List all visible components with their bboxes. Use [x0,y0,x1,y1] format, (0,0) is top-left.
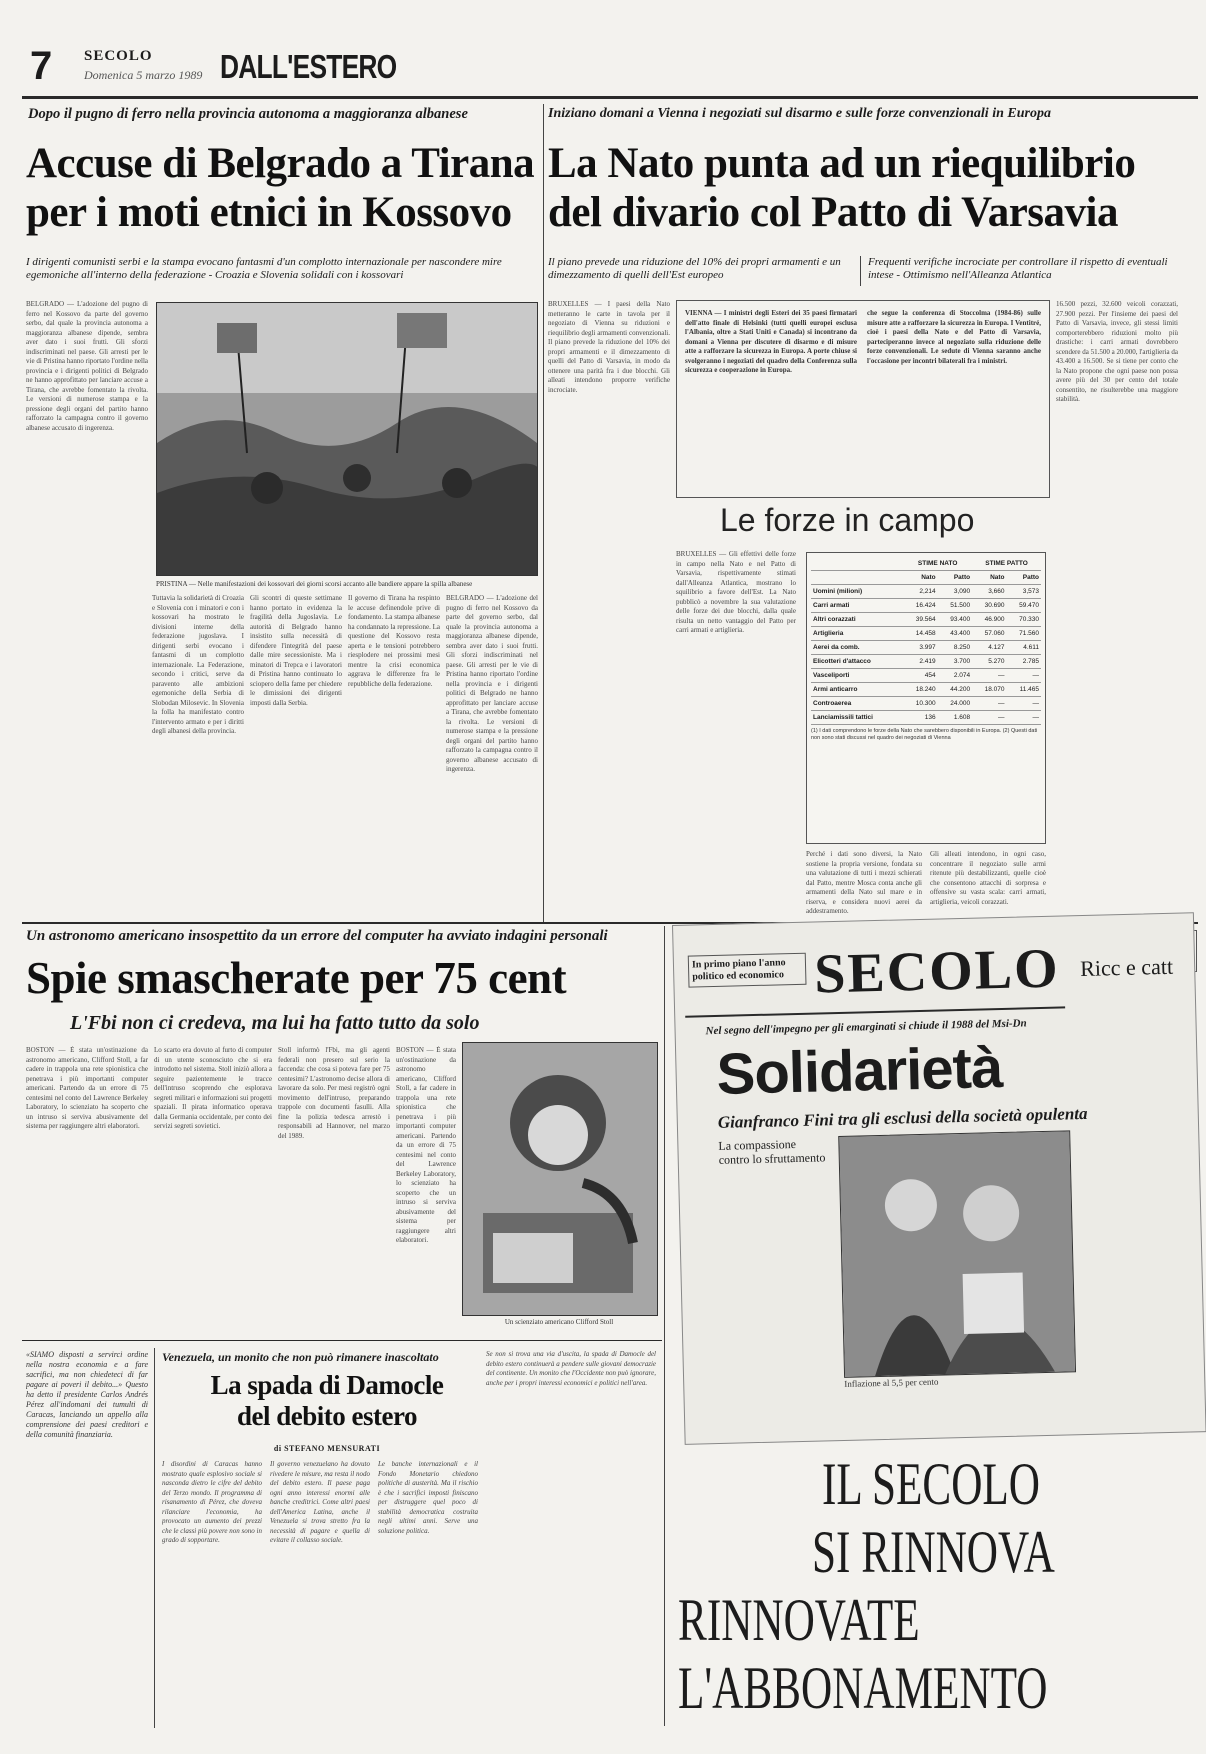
table-cell: 3,573 [1007,585,1041,599]
table-cell: 16.424 [903,599,937,613]
spies-photo-caption: Un scienziato americano Clifford Stoll [504,1318,614,1326]
cover-side: La compassione contro lo sfruttamento [718,1137,826,1167]
table-row-label: Uomini (milioni) [811,585,903,599]
table-row [811,669,1041,683]
cover-kicker: Nel segno dell'impegno per gli emarginati si chiude il 1988 del Msi-Dn [705,1017,1027,1038]
cover-logo: SECOLO [813,937,1061,1006]
belgrade-headline-line2: per i moti etnici in Kossovo [26,189,512,236]
debt-divider [154,1348,155,1728]
table-cell: 2.785 [1007,655,1041,669]
table-cell: 14.458 [903,627,937,641]
table-header-blank [811,557,903,571]
page-number: 7 [30,44,53,88]
forces-table-body [811,585,1041,725]
table-cell: 2.419 [903,655,937,669]
table-row-label: Carri armati [811,599,903,613]
table-row [811,613,1041,627]
table-cell: — [1007,669,1041,683]
vienna-box [676,300,1050,498]
belgrade-headline [26,142,541,234]
table-cell: — [972,669,1006,683]
masthead-rule [22,96,1198,99]
belgrade-photo [156,302,538,576]
table-cell: — [1007,711,1041,725]
table-header-patto: STIME PATTO [972,557,1041,571]
table-subheader: Nato [972,571,1006,585]
table-cell: 3.700 [938,655,972,669]
table-cell: 71.560 [1007,627,1041,641]
nato-body-col1: BRUXELLES — I paesi della Nato metteranno le carte in tavola per il negoziato di Vienna su riduzioni e riequilibrio degli armamenti convenzionali. Il piano prevede la riduzione del 10% dei propri armamenti e il dimezzamento di quelli del Patto di Varsavia, in modo da ottenere una parità fra i due blocchi. Gli alleati intendono proporre verifiche incrociate. [548,300,670,394]
table-cell: 70.330 [1007,613,1041,627]
issue-date: Domenica 5 marzo 1989 [84,68,203,82]
table-cell: 10.300 [903,697,937,711]
spies-body-col2: Lo scarto era dovuto al furto di computer di un utente sconosciuto che si era introdotto nel sistema. Stoll iniziò allora a seguire pazientemente le tracce dell'intruso scoprendo che esplorava segreti militari e informazioni sui progetti spaziali. Il pirata informatico operava dalla Germania occidentale, per conto dei servizi segreti sovietici. [154,1046,272,1130]
spies-kicker: Un astronomo americano insospettito da un errore del computer ha avviato indagini personali [26,928,608,944]
table-row [811,711,1041,725]
table-cell: 44.200 [938,683,972,697]
table-cell: 2.074 [938,669,972,683]
nato-deck-right: Frequenti verifiche incrociate per controllare il rispetto di eventuali intese - Ottimismo nell'Alleanza Atlantica [868,256,1168,281]
spies-body-col1: BOSTON — È stata un'ostinazione da astronomo americano, Clifford Stoll, a far cadere in trappola una rete spionistica che penetrava i più importanti computer americani. Partendo da un errore di 75 centesimi nel conto del Lawrence Berkeley Laboratory, lo scienziato ha scoperto che un intruso si serviva abusivamente del sistema per raggiungere altri elaboratori. [26,1046,148,1130]
table-cell: 454 [903,669,937,683]
section-title: DALL'ESTERO [220,48,397,85]
table-row-label: Aerei da comb. [811,641,903,655]
table-cell: 8.250 [938,641,972,655]
belgrade-body-col1: BELGRADO — L'adozione del pugno di ferro nel Kossovo da parte del governo serbo, dal quale la provincia autonoma a maggioranza albanese dipende, sembra aver dato i suoi frutti. Gli sforzi indiscriminati nel paese. Gli arresti per le vie di Pristina hanno riportato l'ordine nella provincia e i dirigenti politici di Belgrado ne hanno approfittato per lanciare accuse a Tirana, che avrebbe fomentato la rivolta. Le versioni di numerose stampa e la pressione degli organi del partito hanno rafforzato la campagna contro il governo albanese accusato di ingerenza. [26,300,148,432]
forces-text-col1: BRUXELLES — Gli effettivi delle forze in campo nella Nato e nel Patto di Varsavia, rispettivamente stimati dall'Alleanza Atlantica, mostrano lo squilibrio a favore dell'Est. La Nato pubblicò a novembre la sua valutazione delle forze dei due blocchi, dalla quale risulta un netto vantaggio del Patto per carri armati e artiglieria. [676,550,796,634]
table-cell: — [1007,697,1041,711]
table-subheader: Nato [903,571,937,585]
spies-photo [462,1042,658,1316]
table-cell: — [972,711,1006,725]
table-cell: 1.608 [938,711,972,725]
nato-headline-line1: La Nato punta ad un riequilibrio [548,140,1136,187]
cover-photo [838,1130,1076,1378]
table-row [811,697,1041,711]
table-header-nato: STIME NATO [903,557,972,571]
table-cell: 24.000 [938,697,972,711]
spies-bottom-rule [22,1340,662,1341]
spies-subheadline: L'Fbi non ci credeva, ma lui ha fatto tutto da solo [70,1012,480,1034]
forces-text-col4: Gli alleati intendono, in ogni caso, concentrare il negoziato sulle armi ritenute più destabilizzanti, quelle cioè che consentono attacchi di sorpresa e offensive su vasta scala: carri armati, artiglieria, veicoli corazzati. [930,850,1046,906]
debt-body-col4: Se non si trova una via d'uscita, la spada di Damocle del debito estero continuerà a pendere sulle giovani democrazie del continente. Un monito che l'Occidente non può ignorare, anche per i propri interessi economici e politici nell'area. [486,1350,656,1387]
belgrade-headline-line1: Accuse di Belgrado a Tirana [26,140,535,187]
forces-table [811,557,1041,725]
nato-headline [548,142,1176,234]
belgrade-photo-caption: PRISTINA — Nelle manifestazioni dei kossovari dei giorni scorsi accanto alle bandiere appare la spilla albanese [156,580,473,588]
nato-headline-line2: del divario col Patto di Varsavia [548,189,1118,236]
table-cell: 30.690 [972,599,1006,613]
belgrade-kicker: Dopo il pugno di ferro nella provincia autonoma a maggioranza albanese [28,106,468,122]
forces-table-footnote: (1) I dati comprendono le forze della Nato che sarebbero disponibili in Europa. (2) Questi dati non sono stati discussi nel quadro dei negoziati di Vienna [811,728,1038,741]
vienna-box-text: VIENNA — I ministri degli Esteri dei 35 paesi firmatari dell'atto finale di Helsinki (tutti quelli europei esclusa l'Albania, oltre a Stati Uniti e Canada) si incontrano da domani a Vienna per discutere di disarmo e di misure atte a rafforzare la sicurezza in Europa. A porte chiuse si svolgeranno i negoziati del quadro della Conferenza sulla sicurezza e cooperazione in Europa. [685,309,857,374]
vienna-box-text2: che segue la conferenza di Stoccolma (1984-86) sulle misure atte a rafforzare la sicurezza in Europa. I Ventitré, cioè i paesi della Nato e del Patto di Varsavia, parteciperanno invece al negoziato sulla riduzione delle forze convenzionali. Le sedute di Vienna saranno anche l'occasione per incontri bilaterali fra i ministri. [867,309,1041,365]
table-row-label: Artiglieria [811,627,903,641]
table-cell: 57.060 [972,627,1006,641]
astronomer-image [463,1043,657,1315]
spies-body-col3: Stoll informò l'Fbi, ma gli agenti federali non presero sul serio la faccenda: che cosa si poteva fare per 75 centesimi? L'astronomo decise allora di lavorare da solo. Per mesi registrò ogni movimento dell'intruso, preparando trappole con documenti fasulli. Alla fine la polizia tedesca arrestò i responsabili ad Hannover, nel marzo del 1989. [278,1046,390,1140]
column-divider [543,104,544,924]
nato-body-col-right: 16.500 pezzi, 32.600 veicoli corazzati, 27.900 pezzi. Per l'insieme dei paesi del Patto di Varsavia, invece, gli stessi limiti comporterebbero riduzioni molto più drastiche: i carri armati dovrebbero scendere da 51.500 a 20.000, l'artiglieria da 43.400 a 16.500. Se si tiene per conto che la Nato propone che ogni paese non possa avere più del 30 per cento del totale consentito, ne risulterebbe una maggiore stabilità. [1056,300,1178,403]
spies-body-col4: BOSTON — È stata un'ostinazione da astronomo americano, Clifford Stoll, a far cadere in trappola una rete spionistica che penetrava i più importanti computer americani. Partendo da un errore di 75 centesimi nel conto del Lawrence Berkeley Laboratory, lo scienziato ha scoperto che un intruso si serviva abusivamente del sistema per raggiungere altri elaboratori. [396,1046,456,1244]
debt-body-col1: I disordini di Caracas hanno mostrato quale esplosivo sociale si nasconda dietro le cifre del debito del Terzo mondo. Il programma di risanamento di Pérez, che doveva rilanciare l'economia, ha provocato un aumento dei prezzi che le classi più povere non sono in grado di sopportare. [162,1460,262,1544]
table-cell: 2,214 [903,585,937,599]
table-cell: 11.465 [1007,683,1041,697]
column-divider-lower [664,926,665,1726]
nato-kicker: Iniziano domani a Vienna i negoziati sul disarmo e sulle forze convenzionali in Europa [548,106,1051,121]
forces-text-col3: Perché i dati sono diversi, la Nato sostiene la propria versione, fondata su una valutazione di tutti i mezzi schierati dal Patto, mentre Mosca conta anche gli armamenti della Nato sul mare e in riserva, e considera nuovi aerei da addestramento. [806,850,922,915]
crowd-image [157,303,537,575]
table-row-label: Armi anticarro [811,683,903,697]
table-row [811,641,1041,655]
table-cell: 18.070 [972,683,1006,697]
table-cell: 46.900 [972,613,1006,627]
table-cell: — [972,697,1006,711]
table-cell: 4.127 [972,641,1006,655]
secolo-cover [672,912,1206,1445]
table-row [811,627,1041,641]
belgrade-body-col3: Gli scontri di queste settimane hanno portato in evidenza la fragilità della Jugoslavia. Le autorità di Belgrado hanno insistito sulla necessità di difendere l'integrità del paese dalle mire secessioniste. Ma i minatori di Trepca e i lavoratori di Pristina hanno continuato lo sciopero della fame per chiedere le dimissioni dei dirigenti imposti dalla Serbia. [250,594,342,707]
cover-sub: Gianfranco Fini tra gli esclusi della società opulenta [717,1103,1088,1132]
table-row-label: Lanciamissili tattici [811,711,903,725]
table-cell: 3,090 [938,585,972,599]
table-row [811,683,1041,697]
promo-line1: IL SECOLO [822,1451,1040,1517]
table-cell: 3.997 [903,641,937,655]
spies-headline: Spie smascherate per 75 cent [26,953,567,1003]
debt-headline-line2: del debito estero [237,1401,417,1431]
cover-rule [685,1006,1065,1017]
table-cell: 4.611 [1007,641,1041,655]
table-cell: 93.400 [938,613,972,627]
cover-right: Ricc e catt [1079,953,1174,982]
nato-deck-left: Il piano prevede una riduzione del 10% dei propri armamenti e un dimezzamento di quelli dell'Est europeo [548,256,841,281]
paper-name: SECOLO [84,48,153,64]
debt-headline-line1: La spada di Damocle [210,1370,444,1400]
table-row [811,585,1041,599]
cover-headline: Solidarietà [715,1034,1003,1107]
table-row-label: Elicotteri d'attacco [811,655,903,669]
table-cell: 43.400 [938,627,972,641]
promo-line3: RINNOVATE [678,1587,920,1653]
promo-text [672,1450,1192,1740]
table-row-label: Controaerea [811,697,903,711]
table-row-label: Vasceliporti [811,669,903,683]
belgrade-body-col5: BELGRADO — L'adozione del pugno di ferro nel Kossovo da parte del governo serbo, dal quale la provincia autonoma a maggioranza albanese dipende, sembra aver dato i suoi frutti. Gli sforzi indiscriminati nel paese. Gli arresti per le vie di Pristina hanno riportato l'ordine nella provincia e i dirigenti politici di Belgrado ne hanno approfittato per lanciare accuse a Tirana, che avrebbe fomentato la rivolta. Le versioni di numerose stampa e la pressione degli organi del partito hanno rafforzato la campagna contro il governo albanese accusato di ingerenza. [446,594,538,773]
forces-title: Le forze in campo [720,502,975,538]
table-subheader: Patto [938,571,972,585]
promo-line2: SI RINNOVA [812,1519,1055,1585]
table-subheader: Patto [1007,571,1041,585]
table-row-label: Altri corazzati [811,613,903,627]
debt-body-col3: Le banche internazionali e il Fondo Monetario chiedono politiche di austerità. Ma il rischio è che i sacrifici imposti finiscano per distruggere quel poco di stabilità democratica costruita negli ultimi anni. Serve una soluzione politica. [378,1460,478,1535]
deck-divider [860,256,861,286]
debt-headline [162,1372,492,1430]
table-cell: 18.240 [903,683,937,697]
belgrade-body-col2: Tuttavia la solidarietà di Croazia e Slovenia con i minatori e con i kossovari ha mostrato le divisioni interne della federazione jugoslava. I dirigenti serbi evocano i fantasmi di un complotto internazionale. La Federazione, secondo i critici, serve da paravento alle ambizioni egemoniche della Serbia di Slobodan Milosevic. In Slovenia la folla ha manifestato contro l'intervento armato e per i diritti degli albanesi della provincia. [152,594,244,735]
cover-bottom: Inflazione al 5,5 per cento [844,1376,939,1389]
belgrade-deck: I dirigenti comunisti serbi e la stampa evocano fantasmi d'un complotto internazionale per nascondere mire egemoniche all'interno della federazione - Croazia e Slovenia solidali con i kossovari [26,256,502,281]
cover-box: In primo piano l'anno politico ed economico [688,953,807,988]
table-row [811,599,1041,613]
masthead [22,40,1198,100]
debt-intro: «SIAMO disposti a servirci ordine nella nostra economia e a fare sacrifici, ma non chiedeteci di far pagare ai poveri il debito...» Questo ha detto il presidente Carlos Andrés Pérez all'indomani dei tumulti di Caracas, lanciando un appello alla comprensione dei paesi creditori e della comunità finanziaria. [26,1350,148,1439]
table-cell: 51.500 [938,599,972,613]
table-row [811,655,1041,669]
debt-byline: di STEFANO MENSURATI [273,1444,381,1453]
table-cell: 136 [903,711,937,725]
table-subheader-blank [811,571,903,585]
promo-line4: L'ABBONAMENTO [678,1655,1048,1721]
belgrade-body-col4: Il governo di Tirana ha respinto le accuse definendole prive di fondamento. La stampa albanese ha condannato la repressione. La questione del Kossovo resta aperta e le tensioni potrebbero riesplodere nei prossimi mesi mentre la crisi economica aggrava le differenze fra le repubbliche della federazione. [348,594,440,688]
debt-kicker: Venezuela, un monito che non può rimanere inascoltato [162,1350,439,1364]
debt-body-col2: Il governo venezuelano ha dovuto rivedere le misure, ma resta il nodo del debito estero. Il paese paga ogni anno interessi enormi alle banche creditrici. Come altri paesi dell'America Latina, anche il Venezuela si trova stretto fra la necessità di pagare e quella di evitare il collasso sociale. [270,1460,370,1544]
table-cell: 3,660 [972,585,1006,599]
fini-image [839,1131,1075,1377]
table-cell: 39.564 [903,613,937,627]
table-cell: 59.470 [1007,599,1041,613]
table-cell: 5.270 [972,655,1006,669]
forces-table-box [806,552,1046,844]
